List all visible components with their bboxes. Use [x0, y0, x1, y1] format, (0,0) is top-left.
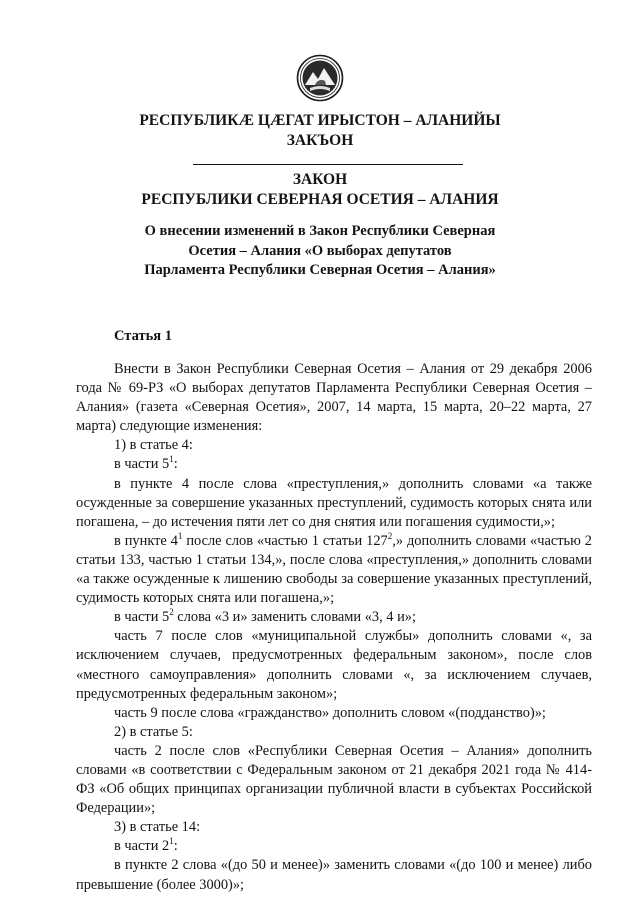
article-body: [76, 360, 592, 895]
law-word-russian: ЗАКОН: [292, 171, 348, 188]
paragraph: в пункте $4^1$ после слов «частью 1 статьи $127^2$,» дополнить словами «частью 2 статьи 133, частью 1 статьи 134,», после слова «преступления,» дополнить словами «а также осужденные к лишению свободы за совершение указанных преступлений, судимость которых снята или погашена,»;: [76, 531, 592, 607]
law-title: [100, 222, 540, 281]
paragraph: в пункте 4 после слова «преступления,» дополнить словами «а также осужденные за совершение указанных преступлений, судимость которых снята или погашена, – до истечения пяти лет со дня снятия или погашения судимости,»;: [76, 475, 592, 530]
law-word-ossetian: ЗАКЪОН: [286, 132, 354, 149]
paragraph: в части $5^1$:: [114, 454, 178, 473]
paragraph: часть 2 после слов «Республики Северная Осетия – Алания» дополнить словами «в соответствии с Федеральным законом от 21 декабря 2021 года № 414-ФЗ «Об общих принципах организации публичной власти в субъектах Российской Федерации»;: [76, 742, 592, 817]
header-divider: [193, 164, 463, 165]
law-title-line: Парламента Республики Северная Осетия – Алания»: [144, 262, 496, 278]
paragraph: 2) в статье 5:: [114, 723, 193, 740]
republic-name-ossetian: РЕСПУБЛИКӔ ЦӔГАТ ИРЫСТОН – АЛАНИЙЫ: [139, 112, 501, 129]
paragraph: в пункте 2 слова «(до 50 и менее)» заменить словами «(до 100 и менее) либо превышение (более 3000)»;: [76, 857, 592, 893]
paragraph: 1) в статье 4:: [114, 437, 193, 454]
paragraph: в части $5^2$ слова «3 и» заменить словами «3, 4 и»;: [114, 607, 416, 626]
paragraph: 3) в статье 14:: [114, 819, 201, 836]
paragraph: в части $2^1$:: [114, 836, 178, 855]
law-title-line: О внесении изменений в Закон Республики Северная: [144, 223, 496, 239]
paragraph: часть 9 после слова «гражданство» дополнить словом «(подданство)»;: [114, 704, 546, 721]
paragraph: часть 7 после слов «муниципальной службы» дополнить словами «, за исключением случаев, предусмотренных федеральным законом», после слов «местного самоуправления» дополнить словами «, за исключением случаев, предусмотренных федеральным законом»;: [76, 628, 592, 702]
paragraph: Внести в Закон Республики Северная Осетия – Алания от 29 декабря 2006 года № 69-РЗ «О выборах депутатов Парламента Республики Северная Осетия – Алания» (газета «Северная Осетия», 2007, 14 марта, 15 марта, 20–22 марта, 27 марта) следующие изменения:: [76, 361, 592, 435]
article-heading: Статья 1: [114, 328, 172, 344]
republic-name-russian: РЕСПУБЛИКИ СЕВЕРНАЯ ОСЕТИЯ – АЛАНИЯ: [141, 191, 499, 208]
coat-of-arms-icon: [296, 54, 344, 102]
law-title-line: Осетия – Алания «О выборах депутатов: [188, 242, 452, 259]
